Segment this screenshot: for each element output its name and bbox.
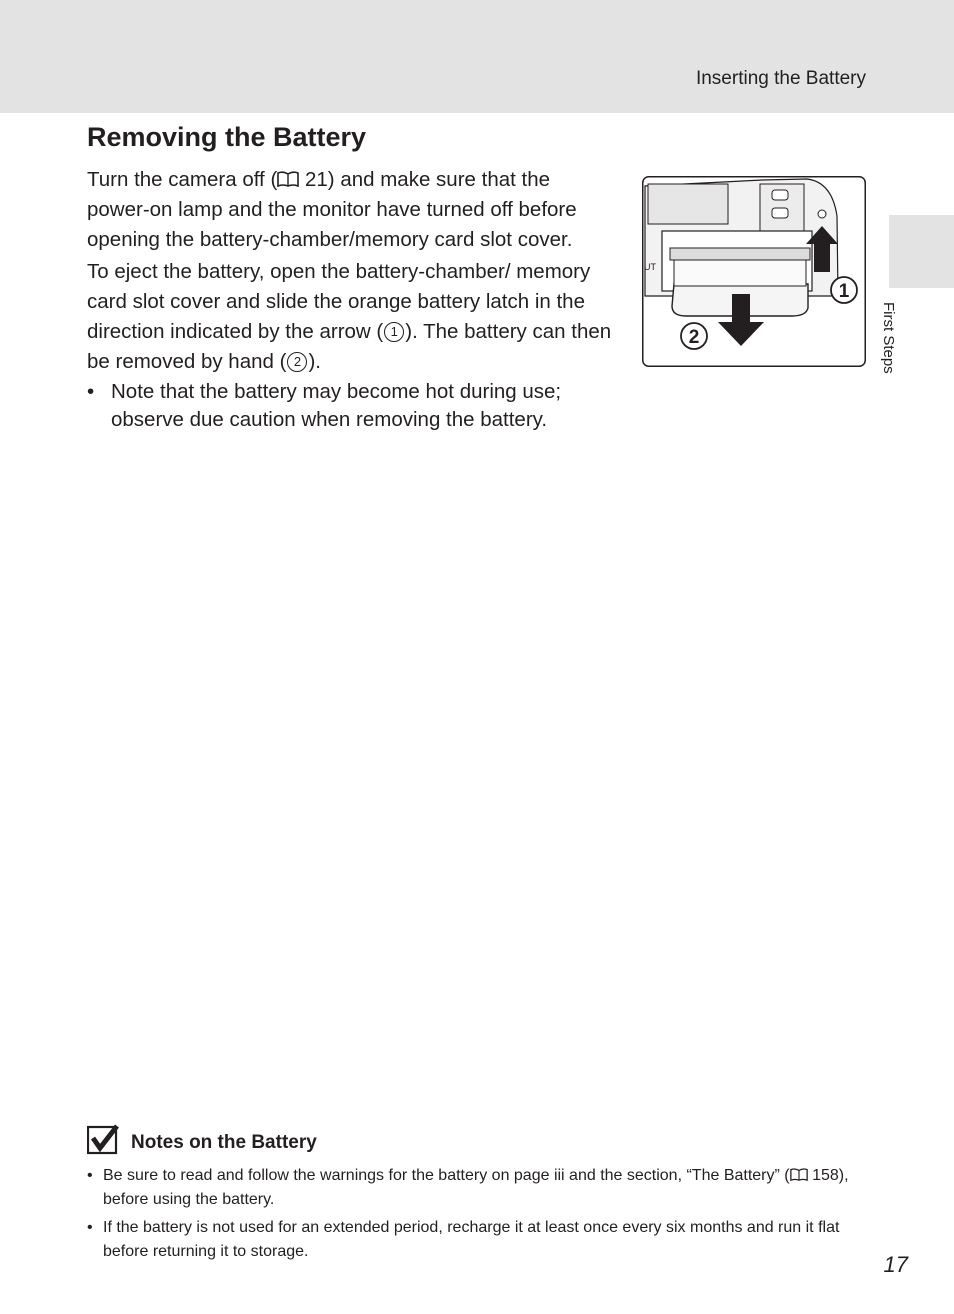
note-1-text-a: Be sure to read and follow the warnings for the battery on page iii and the section, “The Battery” ( <box>103 1167 790 1184</box>
section-title: Removing the Battery <box>87 122 367 152</box>
para1-ref: 21 <box>304 168 328 191</box>
chapter-tab <box>889 215 954 288</box>
step-2-marker: 2 <box>287 352 307 372</box>
note-1-ref: 158 <box>812 1167 839 1184</box>
step-1-marker: 1 <box>384 322 404 342</box>
para2-text-b: ). The battery can then be removed by hand ( <box>87 320 612 373</box>
chapter-tab-label: First Steps <box>880 302 897 374</box>
para2-text-a: To eject the battery, open the battery-chamber/ memory card slot cover and slide the orange battery latch in the direction indicated by the arrow ( <box>87 260 591 343</box>
running-header: Inserting the Battery <box>695 68 866 89</box>
battery-removal-illustration <box>642 176 866 367</box>
illustration-label-1: 1 <box>838 281 850 302</box>
book-reference-icon <box>277 171 299 187</box>
note-item <box>87 1164 873 1212</box>
notes-header <box>87 1124 877 1160</box>
notes-block <box>87 1124 877 1264</box>
note-item <box>87 1216 873 1264</box>
book-reference-icon <box>790 1168 808 1181</box>
note-1-text-b: ), before using the battery. <box>103 1167 849 1208</box>
bullet-dot: • <box>87 1219 93 1236</box>
para1-text-b: ) and make sure that the power-on lamp and the monitor have turned off before opening the battery-chamber/memory card slot cover. <box>87 168 577 251</box>
paragraph-power-off <box>87 165 617 255</box>
check-icon <box>87 1124 119 1156</box>
caution-text: Note that the battery may become hot during use; observe due caution when removing the battery. <box>111 380 562 431</box>
paragraph-eject <box>87 257 617 377</box>
bullet-dot: • <box>87 1167 93 1184</box>
notes-title: Notes on the Battery <box>131 1132 317 1153</box>
illustration-small-text: UT <box>644 262 656 272</box>
bullet-dot: • <box>87 380 95 403</box>
para1-text-a: Turn the camera off ( <box>87 168 278 191</box>
para2-text-c: ). <box>308 350 321 373</box>
header-band <box>0 0 954 113</box>
page-number: 17 <box>883 1252 908 1277</box>
chapter-tab-label-wrap <box>880 302 919 392</box>
illustration-label-2: 2 <box>688 327 700 348</box>
note-2-text: If the battery is not used for an extended period, recharge it at least once every six months and run it flat before returning it to storage. <box>103 1219 840 1260</box>
